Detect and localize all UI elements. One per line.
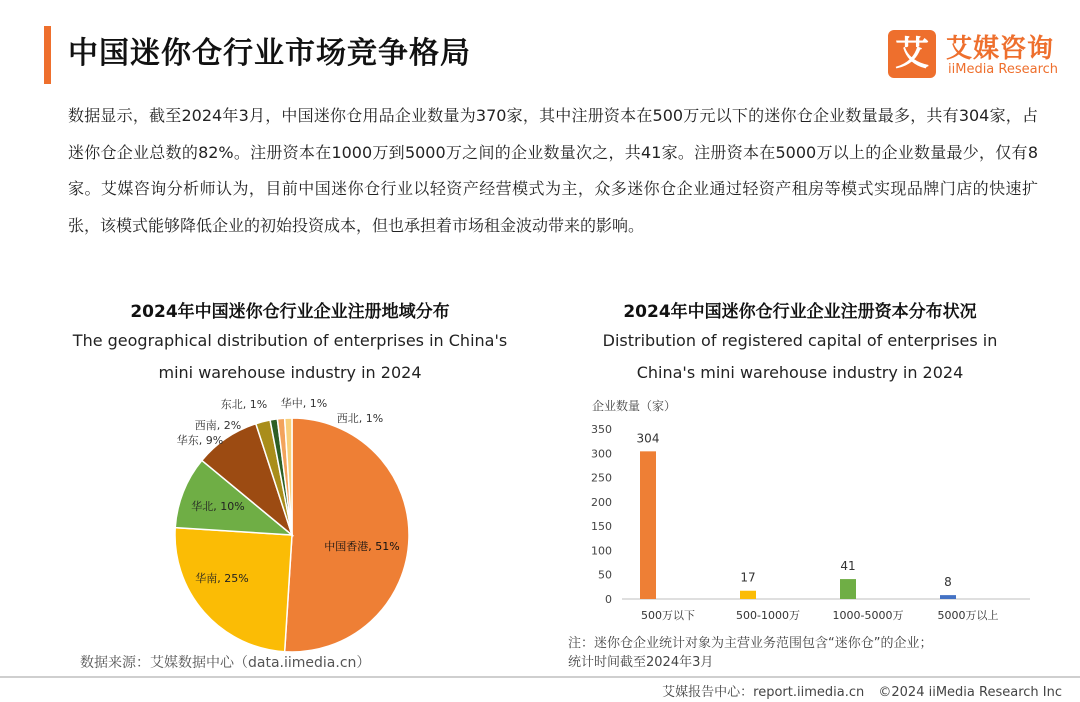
pie-label-4: 华东, 9%	[176, 434, 224, 447]
logo-mark-icon: 艾	[888, 30, 936, 78]
logo-cn-text: 艾媒咨询	[946, 34, 1055, 64]
bar-subtitle-line1: Distribution of registered capital of enterprises in	[602, 331, 998, 350]
footer-copyright: ©2024 iiMedia Research Inc	[878, 685, 1062, 700]
bar-3	[840, 579, 856, 599]
bar-1	[640, 451, 656, 599]
pie-label-5: 西南, 2%	[194, 419, 242, 432]
pie-subtitle-line1: The geographical distribution of enterprises in China's	[72, 331, 508, 350]
bar-2	[740, 591, 756, 599]
pie-chart-title: 2024年中国迷你仓行业企业注册地域分布	[130, 302, 450, 322]
pie-label-6: 东北, 1%	[220, 398, 268, 411]
footer	[652, 681, 1062, 700]
title-accent-bar	[44, 26, 51, 84]
logo-en-text: iiMedia Research	[948, 62, 1059, 77]
bar-y-tick-1: 50	[598, 568, 612, 582]
pie-label-7: 华中, 1%	[280, 397, 328, 410]
bar-chart	[580, 392, 1050, 624]
pie-subtitle-line2: mini warehouse industry in 2024	[158, 363, 422, 382]
bar-y-tick-6: 300	[591, 447, 612, 461]
bar-subtitle-line2: China's mini warehouse industry in 2024	[636, 363, 964, 382]
bar-value-1: 304	[636, 431, 660, 446]
data-source: 数据来源：艾媒数据中心（data.iimedia.cn）	[80, 655, 371, 671]
footer-divider	[0, 676, 1080, 678]
bar-value-2: 17	[740, 570, 756, 585]
pie-label-8: 西北, 1%	[336, 412, 384, 425]
bar-chart-subtitle	[560, 325, 1040, 389]
bar-category-1: 500万以下	[641, 609, 695, 622]
page-title: 中国迷你仓行业市场竞争格局	[68, 36, 471, 71]
pie-chart-subtitle	[20, 325, 560, 389]
bar-y-tick-7: 350	[591, 423, 612, 436]
bar-category-2: 500-1000万	[736, 609, 800, 622]
bar-value-4: 8	[944, 575, 952, 590]
pie-slice-2	[175, 528, 292, 652]
note-line2: 统计时间截至2024年3月	[568, 655, 714, 670]
brand-logo	[888, 28, 1060, 80]
pie-chart	[150, 392, 440, 657]
footer-report: 艾媒报告中心：report.iimedia.cn	[662, 685, 865, 700]
pie-label-1: 中国香港, 51%	[324, 540, 400, 553]
chart-note	[568, 634, 932, 672]
bar-y-tick-4: 200	[591, 495, 612, 509]
bar-value-3: 41	[840, 559, 856, 574]
bar-y-tick-0: 0	[605, 593, 612, 606]
summary-paragraph: 数据显示，截至2024年3月，中国迷你仓用品企业数量为370家，其中注册资本在500万元以下的迷你仓企业数量最多，共有304家，占迷你仓企业总数的82%。注册资本在1000万到5000万之间的企业数量次之，共41家。注册资本在5000万以上的企业数量最少，仅有8家。艾媒咨询分析师认为，目前中国迷你仓行业以轻资产经营模式为主，众多迷你仓企业通过轻资产租房等模式实现品牌门店的快速扩张，该模式能够降低企业的初始投资成本，但也承担着市场租金波动带来的影响。	[68, 106, 1038, 235]
note-line1: 注：迷你仓企业统计对象为主营业务范围包含“迷你仓”的企业；	[568, 636, 933, 651]
bar-chart-title: 2024年中国迷你仓行业企业注册资本分布状况	[623, 302, 977, 322]
pie-label-3: 华北, 10%	[191, 500, 245, 513]
bar-y-tick-5: 250	[591, 471, 612, 485]
pie-slice-1	[285, 418, 409, 652]
bar-y-tick-2: 100	[591, 544, 612, 558]
bar-4	[940, 595, 956, 599]
bar-y-axis-label: 企业数量（家）	[592, 399, 677, 413]
bar-category-3: 1000-5000万	[832, 609, 904, 622]
bar-category-4: 5000万以上	[937, 609, 999, 622]
bar-y-tick-3: 150	[591, 520, 612, 534]
pie-label-2: 华南, 25%	[195, 572, 249, 585]
